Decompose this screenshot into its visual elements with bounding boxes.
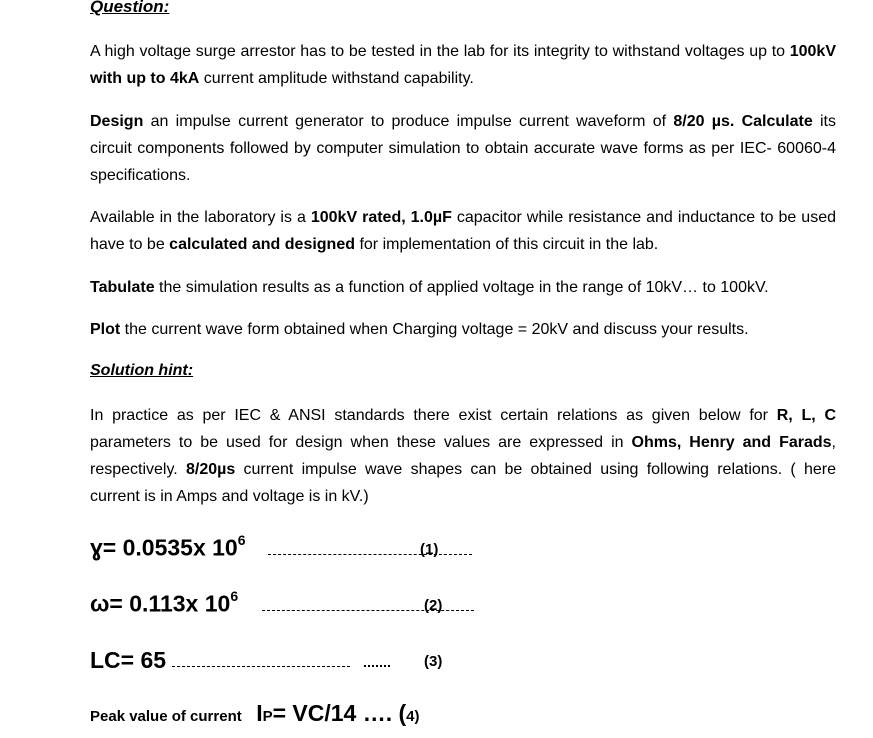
equation-1-expression: ɣ= 0.0535x $10^6$ [90, 532, 246, 561]
equation-4-expression: IP= VC/14 …. (4) [256, 700, 420, 726]
equation-1 [90, 530, 450, 564]
paragraph-available: Available in the laboratory is a 100kV rated, 1.0µF capacitor while resistance and inductance to be used have to be calculated and designed for implementation of this circuit in the lab. [90, 209, 836, 253]
paragraph-design: Design an impulse current generator to produce impulse current waveform of 8/20 µs. Calculate its circuit components followed by computer simulation to obtain accurate wave forms as per IEC- 60060-4 specifications. [90, 113, 837, 184]
equation-2-number: (2) [424, 597, 443, 614]
equation-4-label: Peak value of current [90, 708, 242, 725]
paragraph-intro: A high voltage surge arrestor has to be tested in the lab for its integrity to withstand voltages up to 100kV with up to 4kA current amplitude withstand capability. [90, 43, 836, 87]
equation-3-leader [172, 666, 350, 667]
solution-heading: Solution hint: [90, 362, 194, 379]
equation-1-leader [268, 554, 472, 555]
equation-2-expression: ω= 0.113x $10^6$ [90, 588, 239, 617]
question-heading: Question: [90, 0, 170, 16]
equation-3-expression: LC= 65 [90, 647, 167, 673]
equation-1-number: (1) [420, 541, 439, 558]
paragraph-tabulate: Tabulate the simulation results as a function of applied voltage in the range of 10kV… to 100kV. [90, 279, 769, 296]
paragraph-solution: In practice as per IEC & ANSI standards there exist certain relations as given below for R, L, C parameters to be used for design when these values are expressed in Ohms, Henry and Farads, respectively. 8/20µs current impulse wave shapes can be obtained using following relations. ( here current is in Amps and voltage is in kV.) [90, 407, 836, 505]
paragraph-plot: Plot the current wave form obtained when Charging voltage = 20kV and discuss your results. [90, 321, 749, 338]
equation-3-number: (3) [424, 653, 443, 670]
equation-3-dots [364, 665, 390, 667]
equation-2 [90, 586, 450, 620]
equation-4 [90, 700, 420, 734]
equation-4-number: 4 [406, 708, 415, 725]
equation-3 [90, 642, 450, 676]
